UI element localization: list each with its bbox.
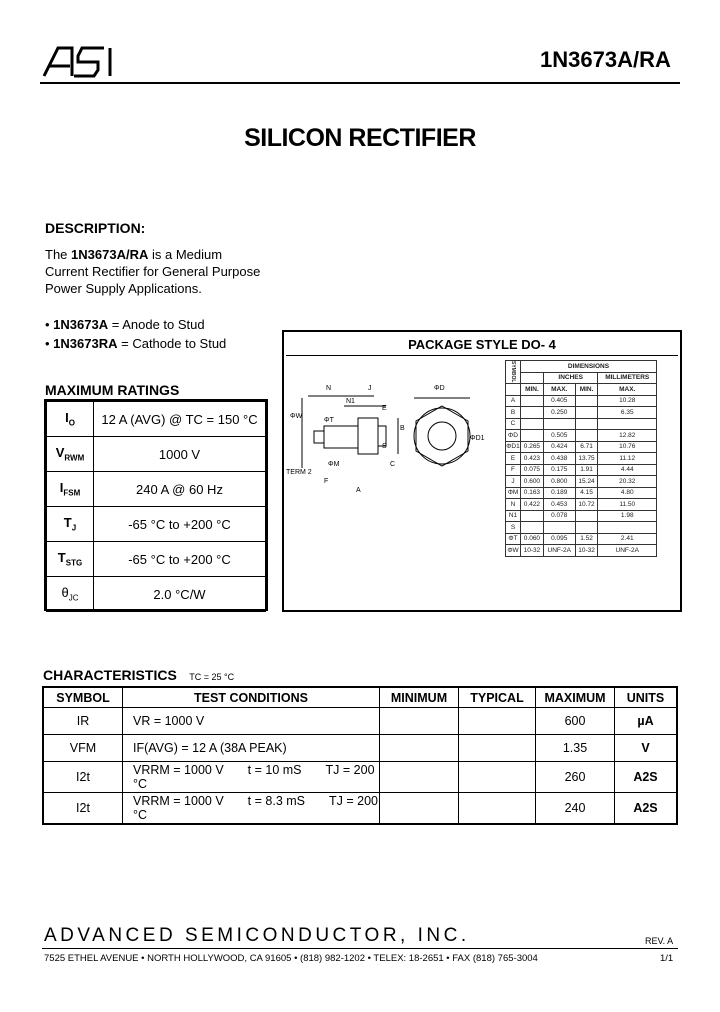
dimension-value: UNF-2A [543, 545, 575, 557]
page-title: SILICON RECTIFIER [244, 124, 476, 152]
dimension-symbol: ΦW [506, 545, 521, 557]
dimension-symbol: B [506, 407, 521, 419]
dimension-value [521, 418, 544, 430]
dimension-symbol: A [506, 395, 521, 407]
svg-text:J: J [368, 385, 372, 392]
dimension-value: 4.80 [598, 487, 657, 499]
dimension-value: 0.438 [543, 453, 575, 465]
dimension-value: 13.75 [575, 453, 598, 465]
maximum-cell: 260 [536, 762, 615, 793]
dimension-value [521, 407, 544, 419]
symbol-cell: IR [43, 708, 123, 735]
characteristics-header-row: SYMBOL TEST CONDITIONS MINIMUM TYPICAL MAXIMUM UNITS [43, 687, 677, 708]
dimension-value: 15.24 [575, 476, 598, 488]
dimension-row [506, 441, 657, 453]
dimension-value: 10.28 [598, 395, 657, 407]
characteristics-row [43, 793, 677, 825]
dimension-row [506, 510, 657, 522]
dimension-symbol: ΦD1 [506, 441, 521, 453]
dimension-value: 0.265 [521, 441, 544, 453]
dimension-value: 0.800 [543, 476, 575, 488]
svg-text:F: F [324, 478, 329, 485]
characteristics-row [43, 762, 677, 793]
dimension-value: 4.15 [575, 487, 598, 499]
svg-text:N: N [326, 385, 332, 392]
dimension-value: 6.35 [598, 407, 657, 419]
package-title: PACKAGE STYLE DO- 4 [286, 334, 678, 356]
dimension-value: 11.12 [598, 453, 657, 465]
conditions-cell: VRRM = 1000 V t = 8.3 mS TJ = 200 °C [123, 793, 380, 825]
dimension-value: 0.163 [521, 487, 544, 499]
dimension-row [506, 430, 657, 442]
bullet-list [45, 315, 226, 353]
minimum-cell [380, 762, 459, 793]
dimension-row [506, 476, 657, 488]
dimension-symbol: F [506, 464, 521, 476]
dimension-value: 0.424 [543, 441, 575, 453]
dimension-value: 1.98 [598, 510, 657, 522]
dimension-value: 0.175 [543, 464, 575, 476]
svg-text:ASI: ASI [40, 44, 42, 45]
dimension-symbol: ΦD [506, 430, 521, 442]
max-ratings-heading: MAXIMUM RATINGS [45, 382, 180, 398]
dimension-symbol: ΦT [506, 533, 521, 545]
dimension-value: UNF-2A [598, 545, 657, 557]
dimension-value [575, 510, 598, 522]
dimension-value [521, 522, 544, 534]
symbol-cell: VFM [43, 735, 123, 762]
description-text: The 1N3673A/RA is a Medium Current Rectifier for General Purpose Power Supply Applications. [45, 247, 261, 296]
dimension-value: 11.50 [598, 499, 657, 511]
dimension-value: 0.453 [543, 499, 575, 511]
dimension-value [598, 522, 657, 534]
dimension-value: 1.91 [575, 464, 598, 476]
dimension-value: 0.060 [521, 533, 544, 545]
rating-row: $V_{RWM}$ 1000 V [47, 437, 266, 472]
units-cell: V [615, 735, 678, 762]
dimension-value: 20.32 [598, 476, 657, 488]
characteristics-row [43, 735, 677, 762]
typical-cell [459, 735, 536, 762]
dimension-row [506, 453, 657, 465]
minimum-cell [380, 793, 459, 825]
svg-text:N1: N1 [346, 398, 355, 405]
dimension-value [521, 510, 544, 522]
dimension-row [506, 487, 657, 499]
svg-text:A: A [356, 487, 361, 494]
dimension-value: 4.44 [598, 464, 657, 476]
dimension-value: 0.095 [543, 533, 575, 545]
dimension-value: 0.600 [521, 476, 544, 488]
dimension-symbol: ΦM [506, 487, 521, 499]
max-ratings-table [46, 401, 266, 612]
dimension-value [575, 407, 598, 419]
dimension-symbol: J [506, 476, 521, 488]
dimension-value: 0.250 [543, 407, 575, 419]
svg-text:ΦW: ΦW [290, 413, 303, 420]
dimension-value: 0.405 [543, 395, 575, 407]
dimension-symbol: S [506, 522, 521, 534]
rating-row: $T_{STG}$ -65 °C to +200 °C [47, 542, 266, 577]
page-number: 1/1 [660, 953, 674, 964]
svg-text:C: C [390, 461, 396, 468]
dimension-value: 0.422 [521, 499, 544, 511]
package-drawing [284, 358, 504, 498]
dimension-value: 0.505 [543, 430, 575, 442]
minimum-cell [380, 708, 459, 735]
footer-rule [42, 948, 678, 949]
svg-text:S: S [382, 443, 387, 450]
dimension-symbol: N1 [506, 510, 521, 522]
max-ratings-frame [44, 399, 268, 611]
dimensions-table: SYMBOL DIMENSIONS INCHES MILLIMETERS MIN. MAX. MIN. MAX. A 0.405 10.28 B 0.250 6.35 C ΦD 0.505 12.82 ΦD1 0.265 0.424 6.71 10.76 E 0.423 0.438 13.75 11.12 F 0.075 0.175 1.91 4.44 J 0.600 0.800 15.24 20.32 ΦM 0.163 0.189 4.15 4.80 N 0.422 0.453 10.72 11.50 N1 0.078 1.98 S ΦT 0.060 0.095 1.52 2.41 ΦW 10-32 UNF-2A 10-32 UNF-2A [505, 360, 657, 557]
dimension-row [506, 499, 657, 511]
dimension-symbol: C [506, 418, 521, 430]
dimension-value [598, 418, 657, 430]
dimension-value [543, 418, 575, 430]
rating-row: $T_J$ -65 °C to +200 °C [47, 507, 266, 542]
bullet-item: • 1N3673RA = Cathode to Stud [45, 336, 227, 351]
characteristics-table [42, 686, 678, 825]
dimension-value: 0.075 [521, 464, 544, 476]
dimension-row [506, 522, 657, 534]
characteristics-row [43, 708, 677, 735]
dimension-value: 10.72 [575, 499, 598, 511]
svg-text:ΦM: ΦM [328, 461, 340, 468]
dimension-value: 2.41 [598, 533, 657, 545]
dimension-row [506, 545, 657, 557]
typical-cell [459, 762, 536, 793]
bullet-item: • 1N3673A = Anode to Stud [45, 317, 205, 332]
dimension-value [575, 522, 598, 534]
asi-logo [40, 44, 120, 80]
dimension-value: 0.189 [543, 487, 575, 499]
units-cell: A2S [615, 793, 678, 825]
typical-cell [459, 793, 536, 825]
svg-text:TERM 2: TERM 2 [286, 469, 312, 476]
dimension-symbol: N [506, 499, 521, 511]
symbol-cell: I2t [43, 762, 123, 793]
rating-row: $\theta_{JC}$ 2.0 °C/W [47, 577, 266, 612]
conditions-cell: IF(AVG) = 12 A (38A PEAK) [123, 735, 380, 762]
header-rule [40, 82, 680, 84]
dimension-value [521, 395, 544, 407]
package-frame [282, 330, 682, 612]
rating-row: $I_O$ 12 A (AVG) @ TC = 150 °C [47, 402, 266, 437]
svg-text:ΦD: ΦD [434, 385, 445, 392]
maximum-cell: 600 [536, 708, 615, 735]
company-name: ADVANCED SEMICONDUCTOR, INC. [44, 925, 470, 946]
dimension-value [543, 522, 575, 534]
conditions-cell: VRRM = 1000 V t = 10 mS TJ = 200 °C [123, 762, 380, 793]
address-line: 7525 ETHEL AVENUE • NORTH HOLLYWOOD, CA 91605 • (818) 982-1202 • TELEX: 18-2651 • FAX (818) 765-3004 [44, 953, 538, 964]
dimension-value [575, 430, 598, 442]
minimum-cell [380, 735, 459, 762]
dimension-value: 10.76 [598, 441, 657, 453]
maximum-cell: 1.35 [536, 735, 615, 762]
rating-row: $I_{FSM}$ 240 A @ 60 Hz [47, 472, 266, 507]
svg-text:B: B [400, 425, 405, 432]
dimension-row [506, 407, 657, 419]
units-cell: µA [615, 708, 678, 735]
dimension-value [575, 395, 598, 407]
revision: REV. A [645, 936, 674, 946]
dimension-row [506, 464, 657, 476]
dimension-value: 0.423 [521, 453, 544, 465]
dimension-row [506, 418, 657, 430]
characteristics-heading: CHARACTERISTICS TC = 25 °C [43, 667, 235, 683]
dimension-value: 12.82 [598, 430, 657, 442]
units-cell: A2S [615, 762, 678, 793]
symbol-cell: I2t [43, 793, 123, 825]
dimension-value: 0.078 [543, 510, 575, 522]
dimension-value: 1.52 [575, 533, 598, 545]
dimension-value [575, 418, 598, 430]
dimension-value: 6.71 [575, 441, 598, 453]
part-number: 1N3673A/RA [540, 47, 671, 72]
dimension-row [506, 533, 657, 545]
svg-text:ΦD1: ΦD1 [470, 435, 485, 442]
svg-text:E: E [382, 405, 387, 412]
description-heading: DESCRIPTION: [45, 220, 146, 236]
svg-text:ΦT: ΦT [324, 417, 334, 424]
dimension-symbol: E [506, 453, 521, 465]
dimension-value: 10-32 [575, 545, 598, 557]
dimension-row [506, 395, 657, 407]
dimension-value [521, 430, 544, 442]
dimension-value: 10-32 [521, 545, 544, 557]
maximum-cell: 240 [536, 793, 615, 825]
conditions-cell: VR = 1000 V [123, 708, 380, 735]
typical-cell [459, 708, 536, 735]
